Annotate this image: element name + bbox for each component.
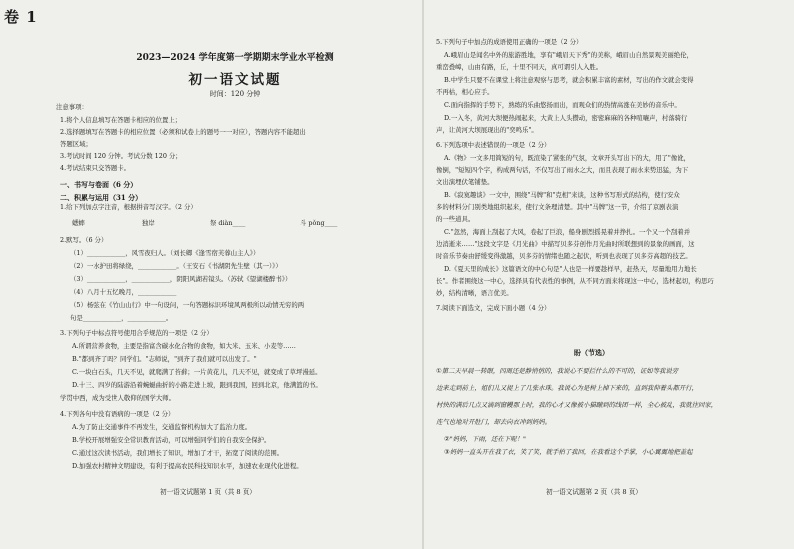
option-line: B."都到齐了吗？同学们。"志师说，"到齐了我们就可以出发了。": [72, 355, 257, 363]
page-footer: 初一语文试题第 2 页（共 8 页）: [546, 488, 642, 496]
dictation-line: 句是____________，____________。: [70, 314, 173, 322]
option-line: B.学校开展增强安全常识教育活动，可以增强同学们的自我安全保护。: [72, 436, 271, 444]
option-line: 学贯中西，成为受世人敬仰的国学大师。: [60, 394, 176, 402]
option-line: 长"。作者围绕这一中心，选择具有代表性的事例，从不同方面来将现这一中心，选材起切，构思巧: [436, 277, 714, 285]
option-line: D.加强农村精神文明建设，有利于提高农民科技知识水平，加速农业现代化进程。: [72, 462, 303, 470]
subject-title: 初一语文试题: [188, 72, 282, 88]
question-stem: 6.下列选项中表述错误的一项是（2 分）: [436, 141, 551, 149]
option-line: 不再枯，相心应手。: [436, 88, 494, 96]
dictation-line: （3）____________，____________，阴阳风湖若镜头。（苏轼《望湖楼醉书》）: [70, 275, 292, 283]
reading-paragraph: 村快的满后几点又滴到窗幔那上时，我的心才又像被小猫蹦到的线团一样，全心被乱，我就往回家，: [436, 401, 718, 409]
note-line: 2.选择题填写在答题卡的相应位置（必须和试卷上的题号一一对应），答题内容不能超出: [60, 128, 306, 136]
option-line: 重峦叠嶂，山由有路，丘，十里不同天，真可谓引人入胜。: [436, 63, 603, 71]
option-line: B.中学生只要不在课堂上将注意观察与思考，就会积累丰富的素材，写出的作文就会变得: [444, 76, 694, 84]
question-stem: 7.阅读下面选文，完成下面小题（4 分）: [436, 304, 551, 312]
exam-time: 时间：120 分钟: [209, 90, 261, 98]
option-line: 声，让黄河大坝展现出的"奕鸣乐"。: [436, 126, 538, 134]
dictation-line: （5）杨弦在《竹山山行》中一句设问，一句答题标识环境风两极所以动情无穷的两: [70, 301, 305, 309]
option-line: 时音乐节奏由舒缓变得激越，贝多芬的情绪也随之起伏，听到也表现了贝多芬高超的技艺。: [436, 252, 692, 260]
option-line: 文出演埋伏笔铺垫。: [436, 178, 494, 186]
option-line: 妙，结构清晰，语言优美。: [436, 289, 513, 297]
note-line: 答题区域；: [60, 140, 92, 148]
q1-item: 独岸: [142, 219, 155, 227]
option-line: C.通过这次读书活动，我们增长了知识，增加了才干，拓宽了阅读的范围。: [72, 449, 284, 457]
q1-item: 蟋蟀: [72, 219, 85, 227]
option-line: B.《寂寞趣谈》一文中，围绕"马牌"和"克相"来谈，这种书写形式的结构，使行安众: [444, 191, 680, 199]
reading-paragraph: ③妈妈一直头开在我了衣，笑了笑，就手拍了我回，在我看这个手掌，小心翼翼地把盖起: [444, 448, 693, 456]
q1-item: 斗 pǒng____: [300, 219, 338, 227]
volume-label: 卷 1: [4, 8, 38, 26]
page-fold-divider: [422, 0, 424, 549]
dictation-line: （2）一水护田将绿绕，____________。（王安石《书湖阴先生壁（其一）》）: [70, 262, 282, 270]
reading-title: 盼（节选）: [574, 348, 609, 357]
exam-title: 2023—2024 学年度第一学期期末学业水平检测: [136, 53, 334, 63]
option-line: C.面向指挥的手势下，熟练的乐曲悠扬而出，而观众们的热情高涨在美妙的音乐中。: [444, 101, 681, 109]
reading-paragraph: ②"妈妈，下雨，还在下呢！": [444, 435, 526, 443]
question-stem: 2.默写。（6 分）: [60, 236, 108, 244]
option-line: C.一块白石头，几天不见，就爬满了苔藓；一片黄花儿，几天不见，就变成了草坪漫延。: [72, 368, 322, 376]
note-line: 3.考试时间 120 分钟。考试分数 120 分；: [60, 152, 182, 160]
page-footer: 初一语文试题第 1 页（共 8 页）: [160, 488, 256, 496]
q1-item: 祭 diàn____: [210, 219, 246, 227]
option-line: D.十三、四岁的陆游沿着蜿蜒曲折的小路走进上坡，跟到我国，回到北京，他满篮的书。: [72, 381, 322, 389]
dictation-line: （4）八月十五忆晚月，____________: [70, 288, 177, 296]
section-heading: 一、书写与卷面（6 分）: [60, 180, 138, 189]
option-line: C."忽然，海面上刮起了大风，卷起了巨浪，船身剧烈摇晃着并挣扎。一个又一个刮着并: [444, 228, 691, 236]
option-line: 像倒，"短短四个字，构成两句话，不仅写出了雨水之大，而且表现了雨水来势迅猛，为下: [436, 166, 689, 174]
question-stem: 5.下列句子中加点的成语使用正确的一项是（2 分）: [436, 38, 583, 46]
question-stem: 4.下列各句中没有语病的一项是（2 分）: [60, 410, 175, 418]
option-line: A.为了防止交通事件不再发生，交通监督机构加大了监治力度。: [72, 423, 252, 431]
right-page: [426, 0, 794, 549]
section-heading: 二、积累与运用（31 分）: [60, 193, 143, 202]
note-line: 1.将个人信息填写在答题卡相应的位置上；: [60, 116, 182, 124]
option-line: D.《夏天里的成长》这篇语文的中心句是"人也是一样要趁样早，赶热天，尽量地用力地长: [444, 265, 697, 273]
reading-paragraph: 连气也地对开肚门，却去向衣冲到妈妈。: [436, 418, 552, 426]
reading-paragraph: 边来走到前上，姐们儿又捉上了几张水珠。我说心为是树上掉下来的，直到我仰着头都开行，: [436, 384, 699, 392]
option-line: A.峨眉山是闻名中外的旅游胜地，享有"峨眉天下秀"的美称，峨眉山自然景观美丽绝伦，: [444, 51, 693, 59]
question-stem: 3.下列句子中标点符号使用合乎规范的一项是（2 分）: [60, 329, 213, 337]
option-line: A.《物》一文多用简短的句，既渲染了紧张的气氛，文章开头写出下的大，用了"像讹，: [444, 154, 691, 162]
notes-heading: 注意事项：: [56, 103, 88, 111]
dictation-line: （1）____________，风雪夜归人。（刘长卿《逢雪宿芙蓉山主人》）: [70, 249, 260, 257]
option-line: A.所谓营养食物，主要是指富含碳水化合物的食物，如大米、玉米、小麦等……: [72, 342, 296, 350]
option-line: 多的材料分门别类地组织起来，使行文条理清楚。其中"马牌"这一节，介绍了京剧表演: [436, 203, 679, 211]
option-line: 的一些道具。: [436, 215, 475, 223]
option-line: 边消逝来……"这段文字是《月光曲》中描写贝多芬创作月光曲时所联想到的景象的画面，这: [436, 240, 695, 248]
note-line: 4.考试结束只交答题卡。: [60, 164, 131, 172]
question-stem: 1.给下列加点字注音，根据拼音写汉字。（2 分）: [60, 203, 197, 211]
reading-paragraph: ①第二天早晨一转眼，四周还是静悄悄的，我说心不要拦什么的不可的，证如等我说旁: [436, 367, 679, 375]
option-line: D.一入冬，黄河大坝便热闹起来，大黄上人头攒动，密密麻麻的各种喧嚷声，村落骑行: [444, 114, 688, 122]
